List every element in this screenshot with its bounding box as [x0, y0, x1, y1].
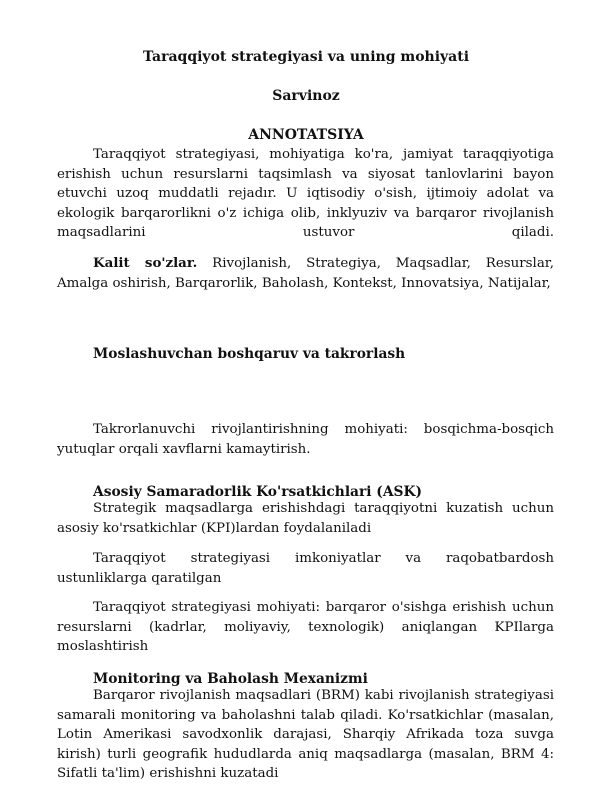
annotation-paragraph: Taraqqiyot strategiyasi, mohiyatiga ko'ra, jamiyat taraqqiyotiga erishish uchun resurslarni taqsimlash va siyosat tanlovlarini bayon etuvchi uzoq muddatli rejadır. U iqtisodiy o'sish, ijtimoiy adolat va ekologik barqarorlikni o'z ichiga olib, inklyuziv va barqaror rivojlanish maqsadlarini ustuvor qiladi.	[57, 147, 554, 241]
section-heading-monitoring: Monitoring va Baholash Mexanizmi	[93, 671, 368, 687]
kpi-paragraph-1: Strategik maqsadlarga erishishdagi taraqqiyotni kuzatish uchun asosiy ko'rsatkichlar (KPI)lardan foydalaniladi	[57, 501, 554, 536]
keywords-label: Kalit so'zlar.	[93, 255, 198, 271]
monitoring-paragraph: Barqaror rivojlanish maqsadlari (BRM) kabi rivojlanish strategiyasi samarali monitoring va baholashni talab qiladi. Ko'rsatkichlar (masalan, Lotin Amerikasi savodxonlik darajasi, Sharqiy Afrikada toza suvga kirish) turli geografik hududlarda aniq maqsadlarga (masalan, BRM 4: Sifatli ta'lim) erishishni kuzatadi	[57, 688, 554, 782]
keywords-text: Rivojlanish, Strategiya, Maqsadlar, Resurslar, Amalga oshirish, Barqarorlik, Baholash, Kontekst, Innovatsiya, Natijalar,	[57, 256, 554, 291]
annotation-heading: ANNOTATSIYA	[248, 127, 364, 143]
keywords-paragraph	[57, 254, 554, 293]
section-heading-adaptive: Moslashuvchan boshqaruv va takrorlash	[93, 346, 406, 362]
kpi-paragraph-3: Taraqqiyot strategiyasi mohiyati: barqaror o'sishga erishish uchun resurslarni (kadrlar, moliyaviy, texnologik) aniqlangan KPIlarga moslashtirish	[57, 600, 554, 655]
document-author: Sarvinoz	[272, 88, 340, 104]
section-heading-kpi: Asosiy Samaradorlik Ko'rsatkichlari (ASK)	[93, 484, 423, 500]
section-paragraph-adaptive: Takrorlanuvchi rivojlantirishning mohiyati: bosqichma-bosqich yutuqlar orqali xavflarni kamaytirish.	[57, 422, 554, 457]
kpi-paragraph-2: Taraqqiyot strategiyasi imkoniyatlar va raqobatbardosh ustunliklarga qaratilgan	[57, 551, 554, 586]
document-title: Taraqqiyot strategiyasi va uning mohiyati	[142, 49, 470, 65]
